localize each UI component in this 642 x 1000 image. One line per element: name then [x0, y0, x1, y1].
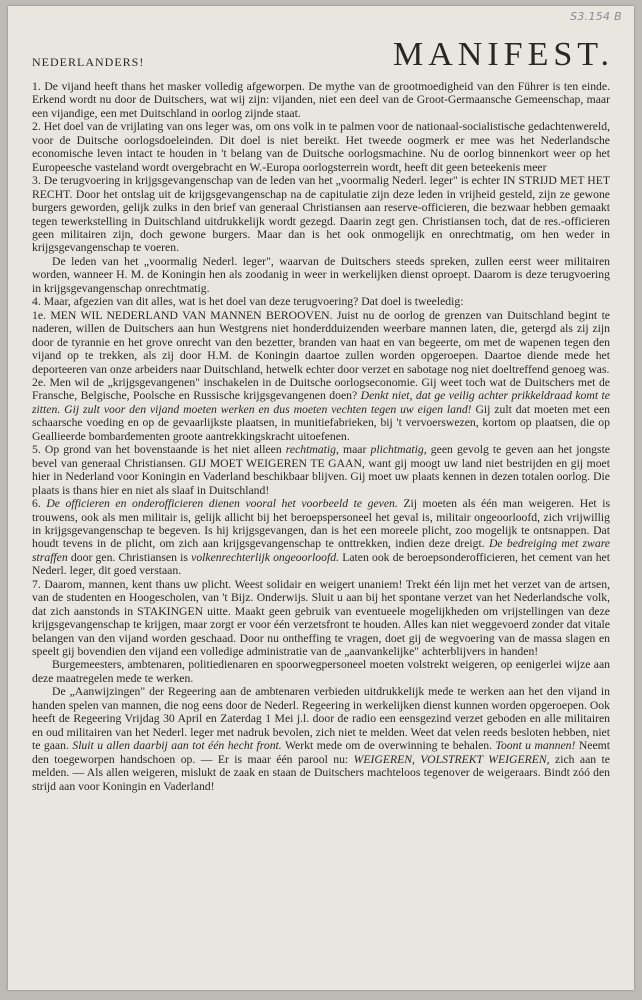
paragraph	[32, 80, 610, 120]
emphasis-text: Sluit u allen daarbij aan tot één hecht front.	[72, 739, 282, 753]
emphasis-text: Denkt niet, dat ge veilig achter prikkeldraad komt te zitten. Gij zult voor den vijand moeten werken en dus moeten vechten tegen uw eigen land!	[32, 389, 610, 416]
paragraph	[32, 497, 610, 578]
paragraph-text: 7. Daarom, mannen, kent thans uw plicht. Weest solidair en weigert unaniem! Trekt één lijn met het verzet van de artsen, van de studenten en Hoogescholen, van 't Bijz. Onderwijs. Sluit u aan bij het spontane verzet van het Nederlandsche volk, dat zich aanstonds in STAKINGEN uitte. Maakt geen gebruik van eventueele mogelijkheden om vrijstellingen van deze krijgsgevangenschap te krijgen, maar zorgt er voor één verzetsfront te houden. Alles kan niet weggevoerd zonder dat vitale belangen van den vijand worden geschaad. Door nu ontheffing te vragen, doet gij de wegvoering van de massa slagen en speelt gij bovendien den vijand een volledige administratie van de „aanvankelijke" achterblijvers in handen!	[32, 577, 610, 659]
page-title: MANIFEST.	[393, 36, 614, 73]
paragraph-text: De „Aanwijzingen" der Regeering aan de ambtenaren verbieden uitdrukkelijk mede te werken aan het den vijand in handen spelen van mannen, die nog eens door de Nederl. Regeering in werkelijken dienst kunnen worden opgeroepen. Ook heeft de Regeering Vrijdag 30 April en Zaterdag 1 Mei j.l. door de radio een eensgezind verzet geboden en alle militairen en oud militairen van het Nederl. leger met nadruk bevolen, zich niet te melden. Weet dat velen reeds besloten hebben, niet te gaan.	[32, 685, 610, 753]
paragraph	[32, 685, 610, 793]
emphasis-text: Toont u mannen!	[495, 739, 576, 753]
paragraph	[32, 120, 610, 174]
paragraph-text: 1. De vijand heeft thans het masker volledig afgeworpen. De mythe van de grootmoedigheid van den Führer is ten einde. Erkend wordt nu door de Duitschers, wat wij zijn: vijanden, niet een deel van de Groot-Germaansche Gemeenschap, maar een vijandige, een met Duitschland in oorlog zijnde staat.	[32, 80, 610, 120]
emphasis-text: WEIGEREN, VOLSTREKT WEIGEREN,	[353, 752, 550, 766]
paragraph-text: , maar	[335, 443, 371, 457]
paragraph-text: Zij moeten als één man weigeren. Het is trouwens, ook als men militair is, gelijk allicht bij het beroepspersoneel het geval is, militair ongeoorloofd, zich vrijwillig in krijgsgevangenschap te begeven. Is hij krijgsgevangen, dan is het een moreele plicht, zoo mogelijk te ontsnappen. Dat houdt tevens in de plicht, om zich aan krijgsgevangenschap te onttrekken, indien deze dreigt.	[32, 497, 611, 551]
paragraph-text: Burgemeesters, ambtenaren, politiedienaren en spoorwegpersoneel moeten volstrekt weigeren, op eenigerlei wijze aan deze maatregelen mede te werken.	[32, 658, 610, 685]
paragraph-text: Neemt den toegeworpen handschoen op. — Er is maar één parool nu:	[32, 739, 611, 766]
paragraph-text: 2e. Men wil de „krijgsgevangenen" inschakelen in de Duitsche oorlogseconomie. Gij weet toch wat de Duitschers met de Fransche, Belgische, Poolsche en Russische krijgsgevangenen doen?	[32, 375, 610, 403]
emphasis-text: De bedreiging met zware straffen	[32, 537, 610, 564]
emphasis-text: volkenrechterlijk ongeoorloofd.	[191, 550, 339, 564]
emphasis-text: De officieren en onderofficieren dienen vooral het voorbeeld te geven.	[46, 497, 398, 511]
paragraph	[32, 376, 610, 443]
paragraph-text: 1e. MEN WIL NEDERLAND VAN MANNEN BEROOVEN. Juist nu de oorlog de grenzen van Duitschland begint te naderen, willen de Duitschers aan hun Westgrens niet honderdduizenden weerbare mannen laten, die, getergd als zij zijn door de tyrannie en het grove onrecht van den bezetter, branden van haat en van begeerte, om met de wapenen tegen den vijand op te trekken, als zij door H.M. de Koningin daartoe zullen worden opgeroepen. Daartoe diende mede het deporteeren van onze arbeiders naar Duitschland, hetwelk echter door verzet en sabotage nog niet doeltreffend genoeg was.	[32, 308, 610, 376]
paragraph-text: door gen. Christiansen is	[67, 550, 192, 564]
catalog-number: S3.154 B	[570, 10, 622, 23]
paragraph	[32, 174, 610, 255]
paragraph-text: , geen gevolg te geven aan het jongste bevel van generaal Christiansen. GIJ MOET WEIGEREN TE GAAN, want gij moogt uw land niet bestrijden en gij moet hier in Nederland voor Koningin en Vaderland beschikbaar blijven. Gij moet uw plaats kennen in dezen totalen oorlog. Die plaats is thans hier en niet als slaaf in Duitschland!	[32, 443, 610, 497]
paragraph-text: 4. Maar, afgezien van dit alles, wat is het doel van deze terugvoering? Dat doel is tweeledig:	[32, 295, 464, 309]
paragraph-text: Werkt mede om de overwinning te behalen.	[281, 739, 496, 753]
paragraph	[32, 658, 610, 685]
paragraph-text: Laten ook de beroepsonderofficieren, het cement van het Nederl. leger, dit goed verstaan.	[32, 550, 610, 578]
paragraph	[32, 309, 610, 376]
manifest-body	[32, 80, 610, 793]
paragraph-text: Gij zult dat moeten met een schaarsche voeding en op de gevaarlijkste plaatsen, in munitiefabrieken, bij 't vervoerswezen, kortom op plaatsen, die op Geallieerde bombardementen groote aantrekkingskracht uitoefenen.	[32, 402, 610, 443]
header	[32, 32, 614, 74]
paragraph	[32, 255, 610, 295]
salutation: NEDERLANDERS!	[32, 55, 145, 69]
paragraph	[32, 578, 610, 659]
emphasis-text: plichtmatig	[370, 443, 424, 457]
paragraph-text: 6.	[32, 497, 47, 511]
paragraph-text: 5. Op grond van het bovenstaande is het niet alleen	[32, 443, 286, 457]
paragraph	[32, 295, 610, 308]
emphasis-text: rechtmatig	[285, 443, 336, 457]
paragraph-text: zich aan te melden. — Als allen weigeren, mislukt de zaak en staan de Duitschers machteloos tegenover de weigeraars. Bindt zóó den strijd aan voor Koningin en Vaderland!	[32, 752, 610, 793]
paragraph-text: 3. De terugvoering in krijgsgevangenschap van de leden van het „voormalig Nederl. leger" is echter IN STRIJD MET HET RECHT. Door het ontslag uit de krijgsgevangenschap na de capitulatie zijn deze leden in vrijheid gesteld, zijn ze gewone burgers geworden, gelijk zulks in den brief van generaal Christiansen aan reserve-officieren, die bezwaar hebben gemaakt tegen tewerkstelling in Duitschland uitdrukkelijk wordt gezegd. Daarin zegt gen. Christiansen toch, dat de res.-officieren geen militairen zijn, doch gewone burgers. Maar dan is het ook onmogelijk en onrechtmatig, om hen weder in krijgsgevangenschap te voeren.	[32, 174, 610, 255]
paragraph-text: De leden van het „voormalig Nederl. leger", waarvan de Duitschers steeds spreken, zullen eerst weer militairen worden, wanneer H. M. de Koningin hen als zoodanig in weer in werkelijken dienst oproept. Daarom is deze terugvoering in krijgsgevangenschap onrechtmatig.	[32, 254, 610, 295]
paragraph-text: 2. Het doel van de vrijlating van ons leger was, om ons volk in te palmen voor de nationaal-socialistische gedachtenwereld, voor de Duitsche oorlogsdoeleinden. Dit doel is niet bereikt. Het tweede oogmerk er mee was het Nederlandsche economische leven intact te houden in 't belang van de Duitsche oorlogsmachine. Nu de oorlog binnenkort weer op het Europeesche vasteland wordt overgebracht en W.-Europa oorlogsterrein wordt, heeft dit geen beteekenis meer	[32, 120, 610, 174]
paragraph	[32, 443, 610, 497]
manifest-page	[8, 6, 634, 990]
